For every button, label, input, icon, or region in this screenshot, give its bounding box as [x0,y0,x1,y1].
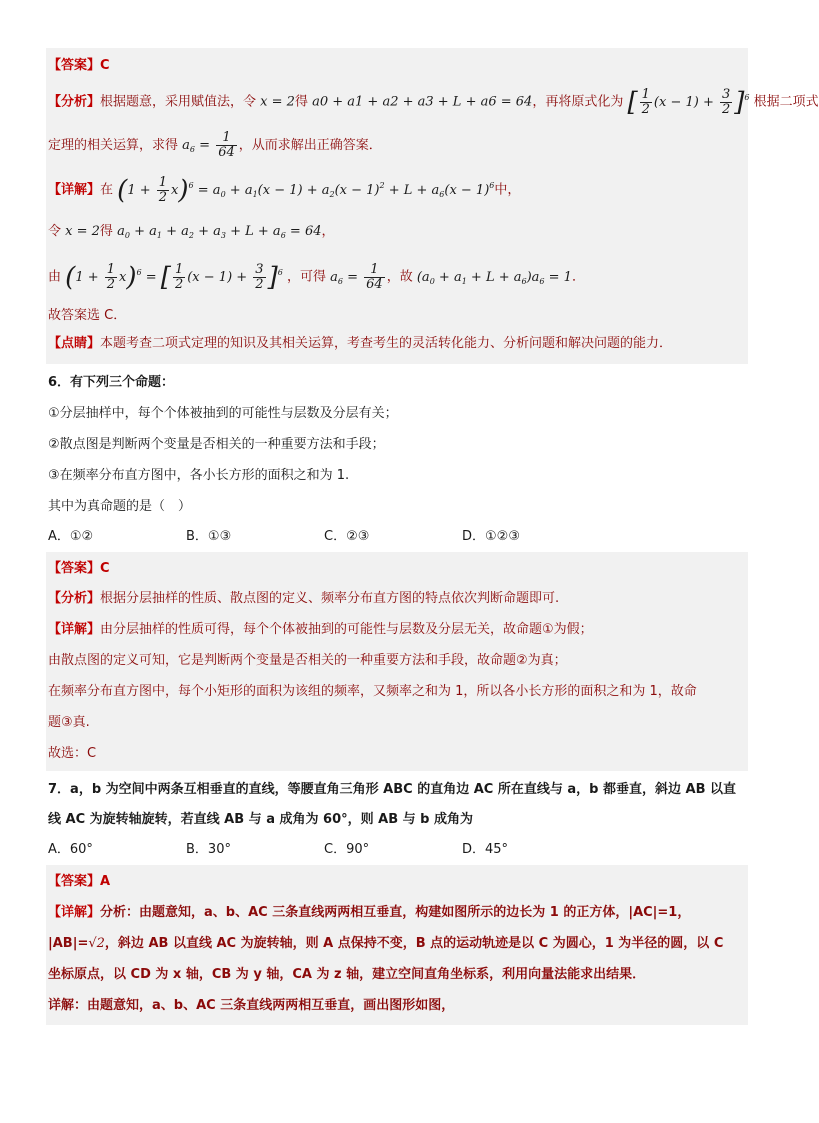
formula: x = 2 [260,94,295,110]
q6-solution: 【答案】C 【分析】根据分层抽样的性质、散点图的定义、频率分布直方图的特点依次判断命题即可. 【详解】由分层抽样的性质可得，每个个体被抽到的可能性与层数及分层无关，故命题①为假； 由散点图的定义可知，它是判断两个变量是否相关的一种重要方法和手段，故命题②为真； 在频率分布直方图中，每个小矩形的面积为该组的频率，又频率之和为 1，所以各小长方形的面积之和为 1，故命 题③真. 故选：C [46,552,748,771]
formula-expansion: (1 + $\frac{1}{2}$ $x)^6 = a_0 + a_1(x - 1) + a_2(x - 1)^2 + L + a_6(x - 1)^6$ [117,174,495,205]
option-d: D．①②③ [462,529,520,544]
q7-question: 7．a，b 为空间中两条互相垂直的直线，等腰直角三角形 ABC 的直角边 AC 所在直线与 a，b 都垂直，斜边 AB 以直 线 AC 为旋转轴旋转，若直线 AB 与 a 成角为 60°，则 AB 与 b 成角为 A．60° B．30° C．90° D．45° [46,771,748,865]
q7-options: A．60° B．30° C．90° D．45° [48,842,509,857]
analysis-tag: 【分析】 [48,94,101,110]
option-b: B．①③ [186,529,232,544]
answer-tag: 【答案】 [48,58,101,73]
formula-a6: $a_6$ = $\frac{1}{64}$ [182,130,235,160]
detail-tag: 【详解】 [48,182,101,198]
formula-sum: a0 + a1 + a2 + a3 + L + a6 = 64 [312,94,533,110]
option-c: C．②③ [324,529,370,544]
q6-options [48,522,746,552]
q6-question: 6．有下列三个命题： ①分层抽样中，每个个体被抽到的可能性与层数及分层有关； ②散点图是判断两个变量是否相关的一种重要方法和手段； ③在频率分布直方图中，各小长方形的面积之和为 1. 其中为真命题的是（ ） A．①② B．①③ C．②③ D．①②③ [46,364,748,552]
formula-transform: (1 + $\frac{1}{2}$ x)$^6$ = [ $\frac{1}{2}$ (x − 1) + $\frac{3}{2}$ ]$^6$ [65,261,283,292]
final-answer: 故答案选 C． [48,308,127,323]
option-a: A．①② [48,529,94,544]
formula-bracket: [ $\frac{1}{2}$ (x − 1) + $\frac{3}{2}$ ]$^6$ [627,86,750,117]
q7-solution: 【答案】A 【详解】分析：由题意知，a、b、AC 三条直线两两相互垂直，构建如图所示的边长为 1 的正方体，|AC|=1， |AB|=√2，斜边 AB 以直线 AC 为旋转轴，则 A 点保持不变，B 点的运动轨迹是以 C 为圆心，1 为半径的圆，以 C 坐标原点，以 CD 为 x 轴，CB 为 y 轴，CA 为 z 轴，建立空间直角坐标系，利用向量法能求出结果． 详解：由题意知，a、b、AC 三条直线两两相互垂直，画出图形如图， [46,865,748,1025]
comment-tag: 【点睛】 [48,336,101,351]
answer-value: C [100,58,110,73]
q5-solution: 【答案】C 【分析】根据题意，采用赋值法，令 x = 2得 a0 + a1 + a2 + a3 + L + a6 = 64，再将原式化为 [ $\frac{1}{2}$ (x − 1) + $\frac{3}{2}$ ]$^6$ 根据二项式 定理的相关运算，求得 $a_6$ = $\frac{1}{64}$ ，从而求解出正确答案． 【详解】在 (1 + $\frac{1}{2}$ $x)^6 = a_0 + a_1(x - 1) + a_2(x - 1)^2 + L + a_6(x - 1)^6$中， 令 x = 2得 $a_0 + a_1 + a_2 + a_3 + L + a_6 = 64$， 由 (1 + $\frac{1}{2}$ x)$^6$ = [ $\frac{1}{2}$ (x − 1) + $\frac{3}{2}$ ]$^6$ ，可得 $a_6$ = $\frac{1}{64}$ ，故 $(a_0 + a_1 + L + a_6)a_6 = 1$． 故答案选 C． 【点睛】本题考查二项式定理的知识及其相关运算，考查考生的灵活转化能力、分析问题和解决问题的能力． [46,48,748,364]
sqrt-2: √2 [88,936,105,951]
page-content [46,48,819,1025]
